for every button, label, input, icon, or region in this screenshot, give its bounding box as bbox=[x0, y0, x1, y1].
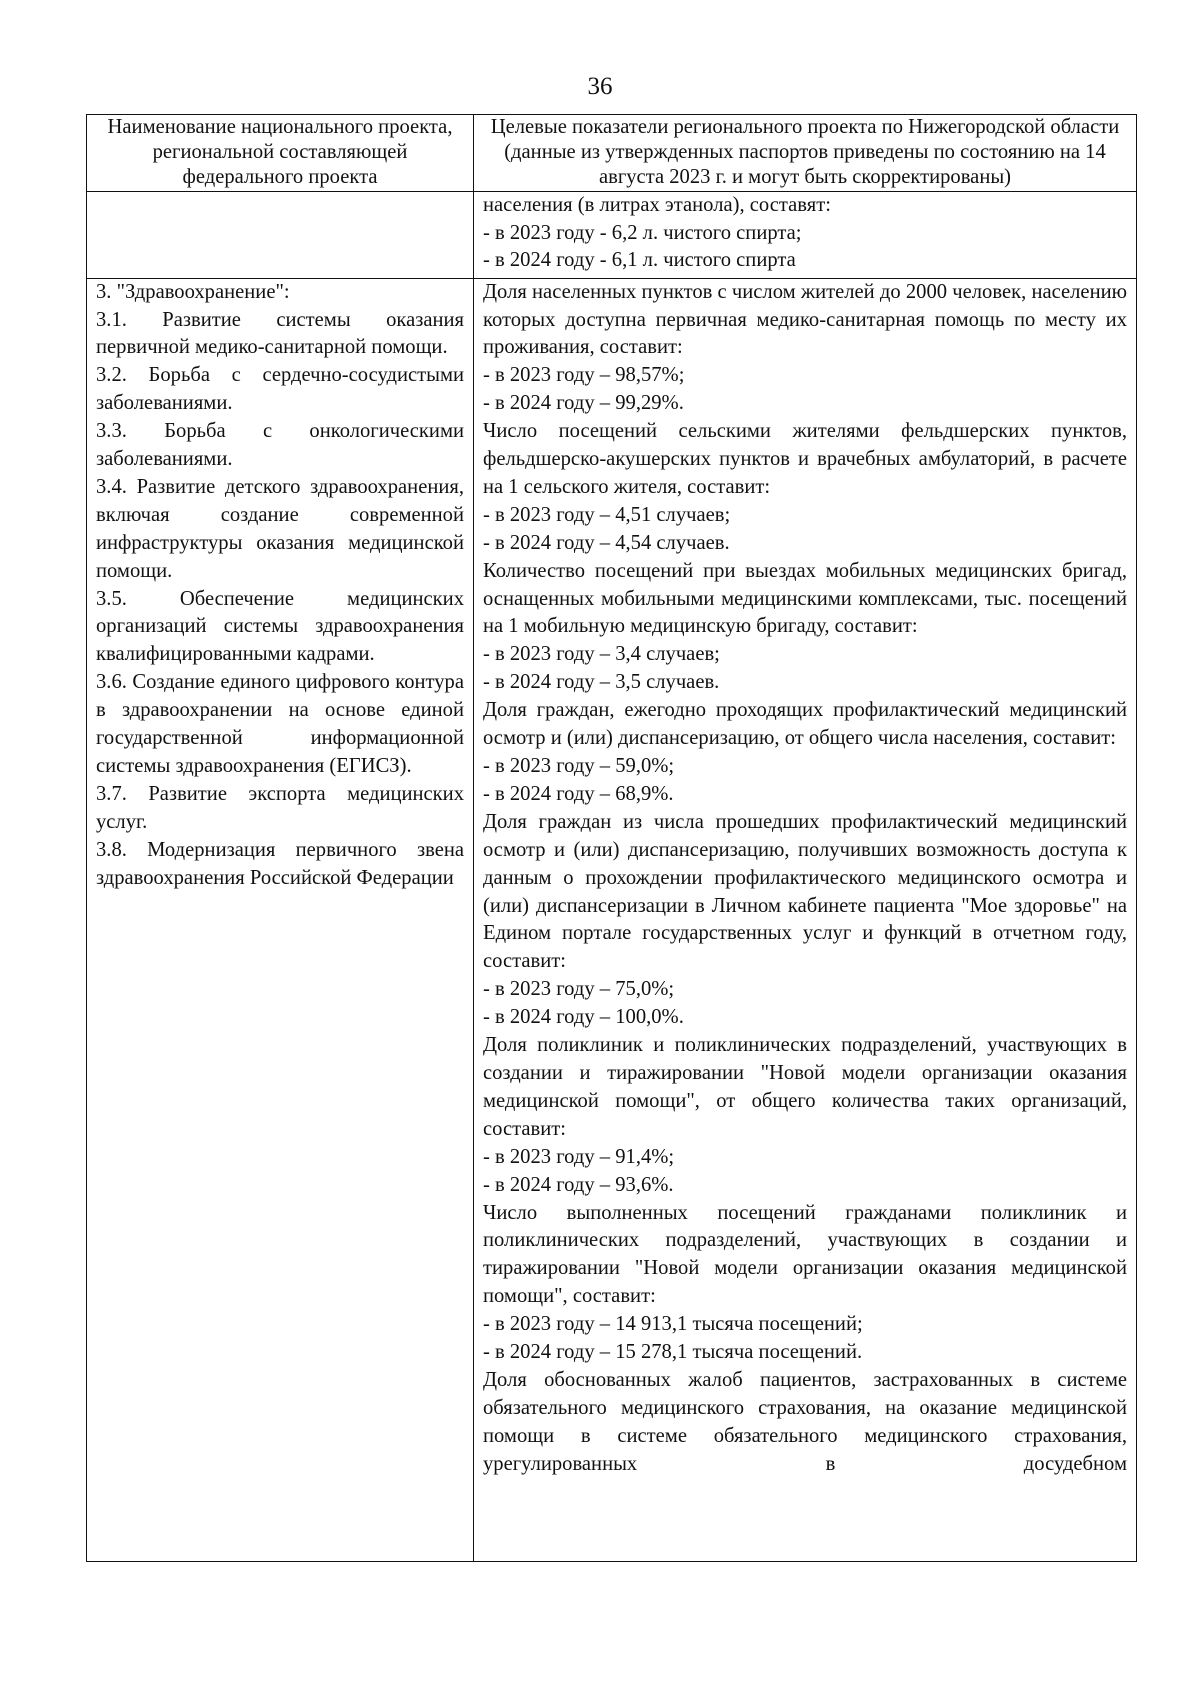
header-national-project: Наименование национального проекта, региональной составляющей федерального проекта bbox=[87, 115, 474, 192]
indicator-value: - в 2024 году – 4,54 случаев. bbox=[483, 531, 730, 554]
project-item: 3.2. Борьба с сердечно-сосудистыми заболеваниями. bbox=[96, 364, 464, 415]
indicator-value: - в 2023 году – 14 913,1 тысяча посещений; bbox=[483, 1313, 863, 1336]
project-item: 3.8. Модернизация первичного звена здравоохранения Российской Федерации bbox=[96, 838, 464, 889]
indicator-value: - в 2024 году – 3,5 случаев. bbox=[483, 671, 720, 694]
indicator-text: Доля граждан из числа прошедших профилактический медицинский осмотр и (или) диспансеризацию, получивших возможность доступа к данным о прохождении профилактического медицинского осмотра и (или) диспансеризации в Личном кабинете пациента "Мое здоровье" на Едином портале государственных услуг и функций в отчетном году, составит: bbox=[483, 810, 1127, 973]
continuation-line: - в 2023 году - 6,2 л. чистого спирта; bbox=[483, 221, 802, 244]
indicator-value: - в 2024 году – 93,6%. bbox=[483, 1173, 674, 1196]
project-item: 3.6. Создание единого цифрового контура в здравоохранении на основе единой государственной информационной системы здравоохранения (ЕГИСЗ). bbox=[96, 671, 464, 778]
indicator-text: Доля населенных пунктов с числом жителей до 2000 человек, населению которых доступна первичная медико-санитарная помощь по месту их проживания, составит: bbox=[483, 280, 1127, 359]
project-item: 3. "Здравоохранение": bbox=[96, 280, 290, 303]
indicator-text: Число выполненных посещений гражданами поликлиник и поликлинических подразделений, участвующих в создании и тиражировании "Новой модели организации оказания медицинской помощи", составит: bbox=[483, 1201, 1127, 1308]
healthcare-project-names bbox=[87, 278, 474, 1561]
project-item: 3.1. Развитие системы оказания первичной медико-санитарной помощи. bbox=[96, 308, 464, 359]
indicator-value: - в 2024 году – 15 278,1 тысяча посещений. bbox=[483, 1341, 863, 1364]
projects-table bbox=[86, 114, 1137, 1562]
indicator-text: Число посещений сельскими жителями фельдшерских пунктов, фельдшерско-акушерских пунктов и врачебных амбулаторий, в расчете на 1 сельского жителя, составит: bbox=[483, 420, 1127, 498]
continuation-line: населения (в литрах этанола), составят: bbox=[483, 193, 831, 216]
indicator-text: Доля обоснованных жалоб пациентов, застрахованных в системе обязательного медицинского страхования, на оказание медицинской помощи в системе обязательного медицинского страхования, урегулированных в досудебном bbox=[483, 1368, 1127, 1475]
indicator-value: - в 2023 году – 59,0%; bbox=[483, 755, 675, 778]
continuation-col2 bbox=[474, 191, 1137, 278]
indicator-value: - в 2023 году – 3,4 случаев; bbox=[483, 643, 720, 666]
header-target-indicators: Целевые показатели регионального проекта по Нижегородской области (данные из утвержденных паспортов приведены по состоянию на 14 августа 2023 г. и могут быть скорректированы) bbox=[474, 115, 1137, 192]
indicator-value: - в 2023 году – 4,51 случаев; bbox=[483, 503, 731, 526]
continuation-line: - в 2024 году - 6,1 л. чистого спирта bbox=[483, 249, 796, 272]
indicator-value: - в 2023 году – 91,4%; bbox=[483, 1145, 675, 1168]
healthcare-indicators bbox=[474, 278, 1137, 1561]
indicator-value: - в 2024 году – 100,0%. bbox=[483, 1006, 684, 1029]
indicator-value: - в 2024 году – 99,29%. bbox=[483, 392, 684, 415]
indicator-text: Доля граждан, ежегодно проходящих профилактический медицинский осмотр и (или) диспансеризацию, от общего числа населения, составит: bbox=[483, 699, 1127, 750]
indicator-value: - в 2024 году – 68,9%. bbox=[483, 782, 674, 805]
project-item: 3.4. Развитие детского здравоохранения, включая создание современной инфраструктуры оказания медицинской помощи. bbox=[96, 475, 464, 582]
project-item: 3.5. Обеспечение медицинских организаций системы здравоохранения квалифицированными кадрами. bbox=[96, 587, 464, 666]
continuation-col1 bbox=[87, 191, 474, 278]
table-header-row bbox=[87, 115, 1137, 192]
indicator-value: - в 2023 году – 98,57%; bbox=[483, 364, 685, 387]
table-row-continuation bbox=[87, 191, 1137, 278]
project-item: 3.3. Борьба с онкологическими заболеваниями. bbox=[96, 420, 464, 471]
indicator-text: Количество посещений при выездах мобильных медицинских бригад, оснащенных мобильными медицинскими комплексами, тыс. посещений на 1 мобильную медицинскую бригаду, составит: bbox=[483, 559, 1127, 638]
table-row-healthcare bbox=[87, 278, 1137, 1561]
project-item: 3.7. Развитие экспорта медицинских услуг. bbox=[96, 782, 464, 833]
page-number: 36 bbox=[587, 73, 613, 100]
indicator-value: - в 2023 году – 75,0%; bbox=[483, 978, 675, 1001]
indicator-text: Доля поликлиник и поликлинических подразделений, участвующих в создании и тиражировании "Новой модели организации оказания медицинской помощи", от общего количества таких организаций, составит: bbox=[483, 1034, 1127, 1140]
